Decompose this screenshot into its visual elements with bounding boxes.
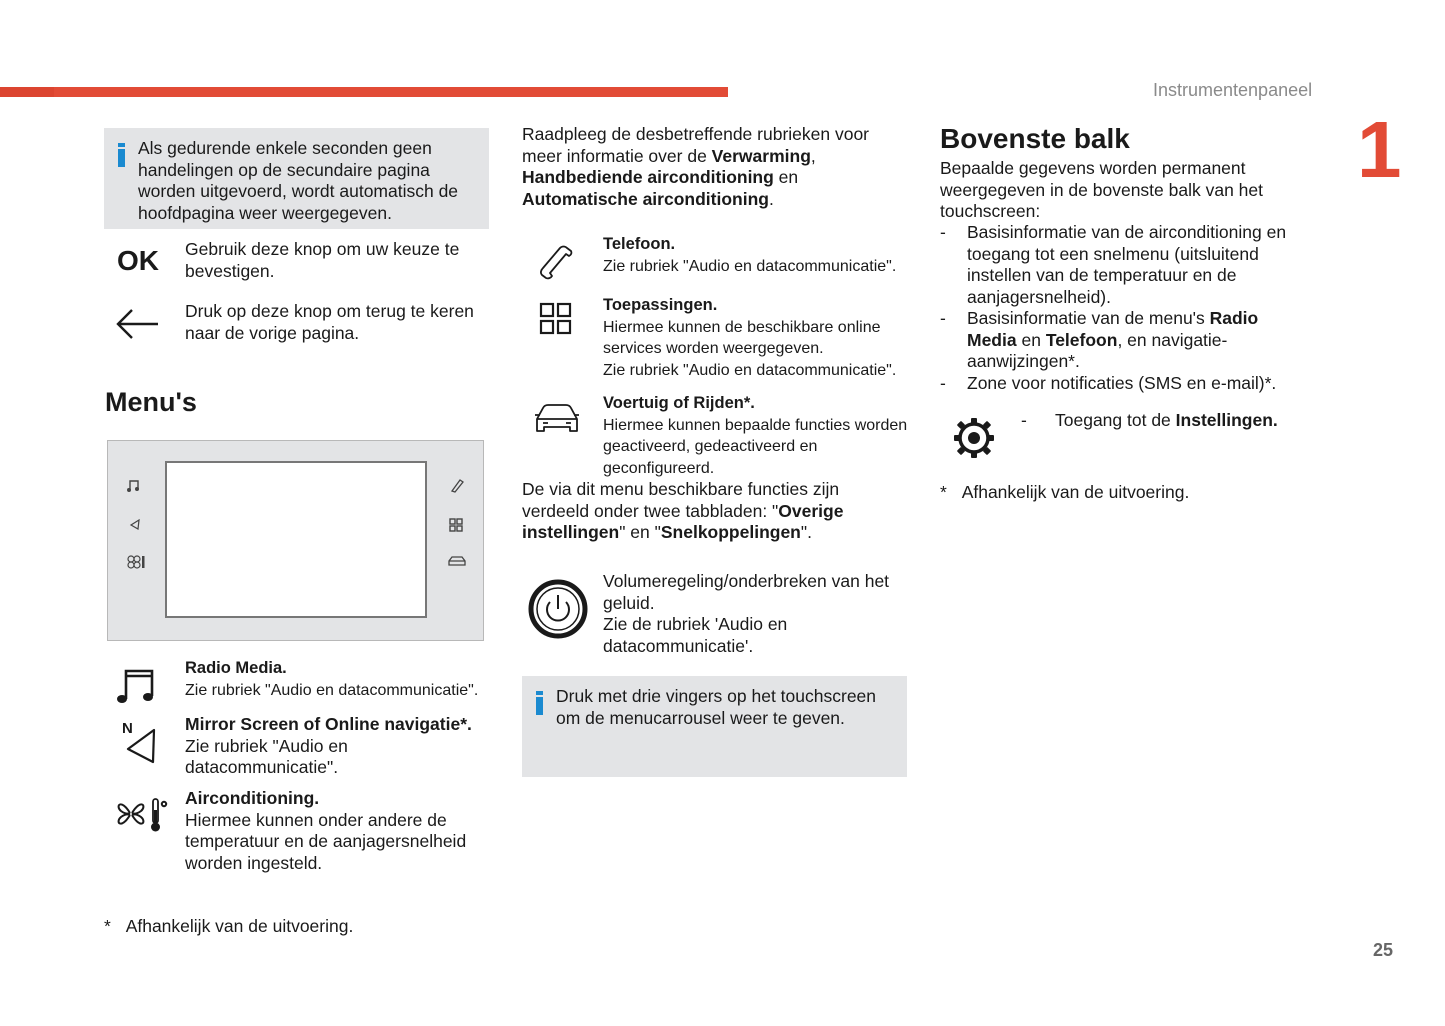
back-arrow-icon [116, 307, 160, 341]
voertuig-item [603, 393, 913, 479]
car-icon [534, 403, 580, 435]
footnote-right [940, 482, 1189, 504]
bold-run: Snelkoppelingen [660, 522, 801, 542]
info-icon [118, 149, 125, 167]
phone-icon [538, 243, 576, 281]
ok-description: Gebruik deze knop om uw keuze te bevestigen. [185, 239, 460, 281]
footnote-star: * [940, 482, 947, 502]
bold-run: Automatische airconditioning [522, 188, 769, 209]
gear-icon [953, 417, 995, 459]
bold-run: Handbediende airconditioning [522, 167, 774, 187]
toepassingen-text: Hiermee kunnen de beschikbare online services worden weergegeven. [603, 318, 881, 357]
navigation-text: Zie rubriek "Audio en datacommunicatie". [185, 735, 348, 777]
text-run: , [810, 145, 816, 166]
toepassingen-title: Toepassingen. [603, 296, 718, 314]
airconditioning-text: Hiermee kunnen onder andere de temperatuur en de aanjagersnelheid worden ingesteld. [185, 809, 467, 873]
text-run: Raadpleeg de desbetreffende rubrieken voor meer informatie over de [522, 124, 870, 166]
top-bar-list [940, 222, 1310, 394]
airconditioning-title: Airconditioning. [185, 788, 320, 808]
apps-grid-icon [449, 518, 463, 532]
telefoon-text: Zie rubriek "Audio en datacommunicatie". [603, 257, 897, 275]
tabs-description [522, 479, 887, 544]
text-run: ". [800, 522, 812, 542]
bold-run: Radio Media [967, 308, 1259, 350]
top-bar-intro: Bepaalde gegevens worden permanent weergegeven in de bovenste balk van het touchscreen: [940, 158, 1264, 221]
info-note [104, 128, 489, 229]
text-run: Basisinformatie van de menu's [967, 308, 1210, 328]
navigation-icon [128, 518, 140, 530]
music-note-icon [126, 479, 140, 493]
voertuig-title: Voertuig of Rijden*. [603, 394, 755, 412]
touchscreen-display [165, 461, 427, 618]
bold-run: Instellingen. [1175, 410, 1278, 430]
text-run: en [773, 167, 799, 187]
car-icon [448, 555, 466, 567]
menus-heading: Menu's [105, 387, 197, 417]
touchscreen-mockup [107, 440, 484, 641]
footnote-text: Afhankelijk van de uitvoering. [961, 482, 1190, 502]
airconditioning-item [185, 788, 490, 874]
volume-text: Volumeregeling/onderbreken van het geluid. [603, 571, 890, 613]
section-title: Instrumentenpaneel [1153, 80, 1313, 100]
bold-run: Telefoon [1045, 329, 1118, 350]
telefoon-title: Telefoon. [603, 235, 676, 253]
music-note-icon [116, 666, 158, 706]
toepassingen-item [603, 295, 913, 381]
climate-reference-text [522, 124, 892, 210]
footnote-left [104, 916, 353, 938]
phone-icon [450, 477, 464, 493]
fan-thermometer-icon [113, 796, 169, 834]
list-item: - Zone voor notificaties (SMS en e-mail)*. [940, 373, 1310, 395]
bold-run: Verwarming [711, 145, 811, 166]
text-run: , en navigatie-aanwijzingen*. [967, 329, 1228, 371]
text-run: en [1016, 329, 1046, 350]
text-run: De via dit menu beschikbare functies zijn verdeeld onder twee tabbladen: " [522, 479, 840, 521]
settings-dash: - [1021, 410, 1027, 430]
info-note-carousel [522, 676, 907, 777]
list-item [940, 308, 1310, 373]
telefoon-item [603, 234, 913, 277]
info-icon [536, 697, 543, 715]
volume-text-2: Zie de rubriek 'Audio en datacommunicatie'. [603, 614, 788, 656]
volume-description [603, 571, 893, 657]
navigation-north-label: N [122, 720, 133, 737]
chapter-number: 1 [1357, 105, 1402, 194]
text-run: Toegang tot de [1055, 410, 1176, 430]
radio-media-text: Zie rubriek "Audio en datacommunicatie". [185, 681, 479, 699]
back-description: Druk op deze knop om terug te keren naar de vorige pagina. [185, 301, 474, 343]
power-volume-knob-icon [527, 578, 589, 640]
bold-run: Overige instellingen [522, 500, 844, 542]
list-item: - Basisinformatie van de airconditioning en toegang tot een snelmenu (uitsluitend instellen van de temperatuur en de aanjagersnelheid). [940, 222, 1310, 308]
voertuig-text: Hiermee kunnen bepaalde functies worden geactiveerd, gedeactiveerd en geconfigureerd. [603, 416, 908, 477]
navigation-icon [124, 727, 158, 765]
toepassingen-text-2: Zie rubriek "Audio en datacommunicatie". [603, 361, 897, 379]
top-bar-heading: Bovenste balk [940, 123, 1130, 154]
header-accent-bar [0, 87, 728, 97]
fan-thermometer-icon [127, 555, 147, 569]
apps-grid-icon [539, 302, 573, 336]
radio-media-title: Radio Media. [185, 659, 287, 677]
info-note-text: Druk met drie vingers op het touchscreen om de menucarrousel weer te geven. [556, 686, 877, 728]
radio-media-item [185, 658, 495, 701]
text-run: " en " [619, 522, 661, 542]
settings-description [1055, 410, 1278, 432]
ok-icon: OK [117, 245, 159, 276]
navigation-item [185, 714, 490, 779]
text-run: . [768, 188, 774, 209]
footnote-star: * [104, 916, 111, 936]
navigation-title: Mirror Screen of Online navigatie*. [185, 714, 472, 734]
info-note-text: Als gedurende enkele seconden geen handelingen op de secundaire pagina worden uitgevoerd, wordt automatisch de hoofdpagina weer weergegeven. [138, 138, 459, 223]
footnote-text: Afhankelijk van de uitvoering. [125, 916, 354, 936]
page-number: 25 [1373, 940, 1394, 960]
